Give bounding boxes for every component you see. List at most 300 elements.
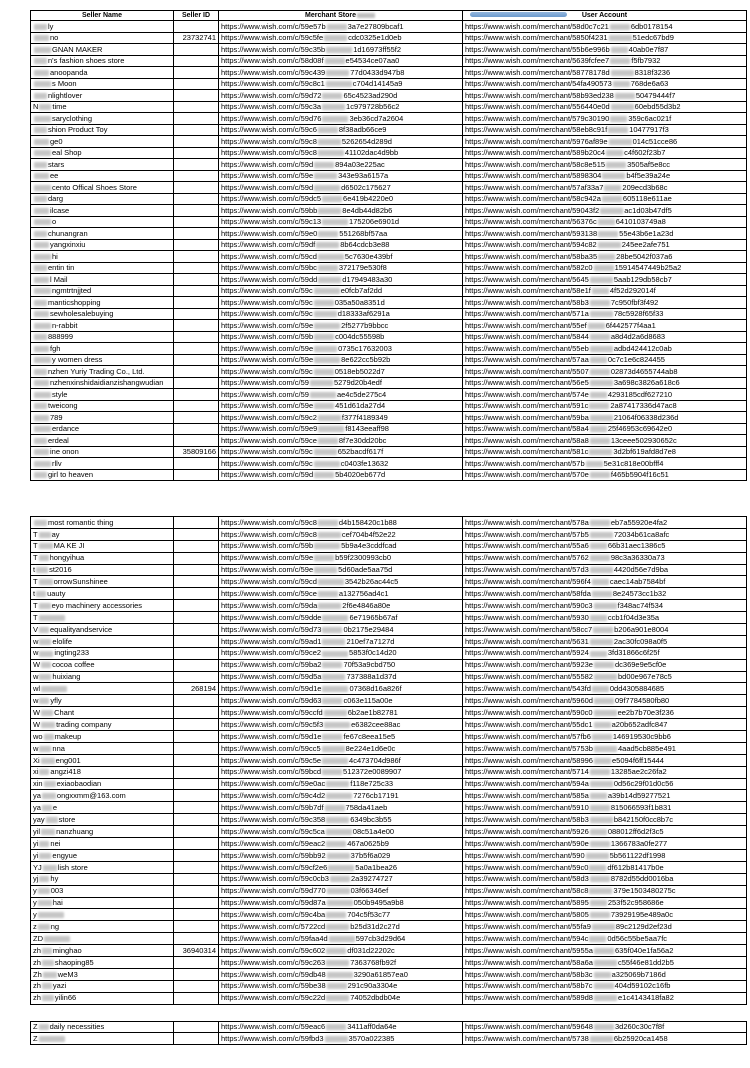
merchant-storefront-url-cell[interactable] [219,909,463,921]
seller-id-cell[interactable] [174,707,219,719]
user-account-url-cell[interactable] [463,956,747,968]
user-account-url-cell[interactable] [463,838,747,850]
merchant-storefront-url-cell[interactable] [219,78,463,90]
merchant-storefront-url-cell[interactable] [219,897,463,909]
user-account-url-cell[interactable] [463,992,747,1004]
user-account-url-cell[interactable] [463,32,747,44]
seller-name-cell[interactable] [31,635,174,647]
seller-id-cell[interactable] [174,612,219,624]
seller-id-cell[interactable] [174,343,219,355]
merchant-storefront-url-cell[interactable] [219,297,463,309]
user-account-url-cell[interactable] [463,778,747,790]
user-account-url-cell[interactable] [463,458,747,470]
seller-name-cell[interactable] [31,540,174,552]
user-account-url-cell[interactable] [463,719,747,731]
user-account-url-cell[interactable] [463,55,747,67]
user-account-url-cell[interactable] [463,297,747,309]
top-blue-scrollbar[interactable] [470,12,567,17]
seller-name-cell[interactable] [31,1021,174,1033]
merchant-storefront-url-cell[interactable] [219,55,463,67]
seller-id-cell[interactable] [174,873,219,885]
merchant-storefront-url-cell[interactable] [219,790,463,802]
seller-name-cell[interactable] [31,435,174,447]
seller-name-cell[interactable] [31,707,174,719]
seller-id-cell[interactable] [174,695,219,707]
user-account-url-cell[interactable] [463,412,747,424]
seller-id-cell[interactable] [174,719,219,731]
user-account-url-cell[interactable] [463,239,747,251]
seller-id-cell[interactable] [174,790,219,802]
seller-id-cell[interactable] [174,308,219,320]
seller-id-cell[interactable] [174,1021,219,1033]
user-account-url-cell[interactable] [463,540,747,552]
merchant-storefront-url-cell[interactable] [219,21,463,33]
seller-id-cell[interactable] [174,945,219,957]
seller-id-cell[interactable] [174,239,219,251]
merchant-storefront-url-cell[interactable] [219,389,463,401]
merchant-storefront-url-cell[interactable] [219,377,463,389]
seller-name-cell[interactable] [31,354,174,366]
seller-name-cell[interactable] [31,624,174,636]
seller-name-cell[interactable] [31,992,174,1004]
seller-name-cell[interactable] [31,849,174,861]
seller-name-cell[interactable] [31,377,174,389]
user-account-url-cell[interactable] [463,124,747,136]
user-account-url-cell[interactable] [463,308,747,320]
user-account-url-cell[interactable] [463,790,747,802]
seller-name-cell[interactable] [31,90,174,102]
merchant-storefront-url-cell[interactable] [219,802,463,814]
merchant-storefront-url-cell[interactable] [219,552,463,564]
merchant-storefront-url-cell[interactable] [219,1033,463,1045]
seller-name-cell[interactable] [31,124,174,136]
merchant-storefront-url-cell[interactable] [219,274,463,286]
merchant-storefront-url-cell[interactable] [219,101,463,113]
seller-id-cell[interactable] [174,814,219,826]
user-account-url-cell[interactable] [463,216,747,228]
seller-name-cell[interactable] [31,1033,174,1045]
seller-name-cell[interactable] [31,182,174,194]
user-account-url-cell[interactable] [463,101,747,113]
seller-name-cell[interactable] [31,400,174,412]
user-account-url-cell[interactable] [463,251,747,263]
user-account-url-cell[interactable] [463,980,747,992]
seller-name-cell[interactable] [31,159,174,171]
seller-name-cell[interactable] [31,576,174,588]
merchant-storefront-url-cell[interactable] [219,251,463,263]
user-account-url-cell[interactable] [463,766,747,778]
seller-id-cell[interactable] [174,624,219,636]
seller-name-cell[interactable] [31,274,174,286]
seller-name-cell[interactable] [31,285,174,297]
merchant-storefront-url-cell[interactable] [219,849,463,861]
merchant-storefront-url-cell[interactable] [219,624,463,636]
seller-name-cell[interactable] [31,671,174,683]
merchant-storefront-url-cell[interactable] [219,423,463,435]
seller-id-cell[interactable] [174,909,219,921]
seller-id-cell[interactable] [174,956,219,968]
seller-id-cell[interactable] [174,458,219,470]
user-account-url-cell[interactable] [463,695,747,707]
merchant-storefront-url-cell[interactable] [219,754,463,766]
user-account-url-cell[interactable] [463,517,747,529]
user-account-url-cell[interactable] [463,136,747,148]
seller-id-cell[interactable] [174,552,219,564]
user-account-url-cell[interactable] [463,945,747,957]
seller-id-cell[interactable] [174,802,219,814]
seller-id-cell[interactable] [174,21,219,33]
seller-id-cell[interactable] [174,968,219,980]
seller-id-cell[interactable] [174,331,219,343]
seller-name-cell[interactable] [31,742,174,754]
merchant-storefront-url-cell[interactable] [219,458,463,470]
merchant-storefront-url-cell[interactable] [219,320,463,332]
merchant-storefront-url-cell[interactable] [219,435,463,447]
seller-name-cell[interactable] [31,446,174,458]
seller-id-cell[interactable] [174,540,219,552]
user-account-url-cell[interactable] [463,897,747,909]
merchant-storefront-url-cell[interactable] [219,873,463,885]
seller-name-cell[interactable] [31,366,174,378]
seller-id-cell[interactable] [174,671,219,683]
seller-name-cell[interactable] [31,228,174,240]
merchant-storefront-url-cell[interactable] [219,182,463,194]
seller-name-cell[interactable] [31,205,174,217]
seller-name-cell[interactable] [31,968,174,980]
seller-name-cell[interactable] [31,885,174,897]
user-account-url-cell[interactable] [463,612,747,624]
seller-name-cell[interactable] [31,320,174,332]
column-header-seller-id[interactable]: Seller ID [174,11,219,21]
merchant-storefront-url-cell[interactable] [219,400,463,412]
user-account-url-cell[interactable] [463,147,747,159]
merchant-storefront-url-cell[interactable] [219,366,463,378]
merchant-storefront-url-cell[interactable] [219,742,463,754]
user-account-url-cell[interactable] [463,802,747,814]
user-account-url-cell[interactable] [463,343,747,355]
seller-id-cell[interactable] [174,78,219,90]
seller-name-cell[interactable] [31,412,174,424]
user-account-url-cell[interactable] [463,683,747,695]
merchant-storefront-url-cell[interactable] [219,576,463,588]
user-account-url-cell[interactable] [463,635,747,647]
merchant-storefront-url-cell[interactable] [219,826,463,838]
seller-name-cell[interactable] [31,802,174,814]
seller-id-cell[interactable] [174,101,219,113]
column-header-user-account[interactable]: User Account [463,11,747,21]
user-account-url-cell[interactable] [463,873,747,885]
seller-id-cell[interactable] [174,861,219,873]
seller-name-cell[interactable] [31,239,174,251]
merchant-storefront-url-cell[interactable] [219,564,463,576]
merchant-storefront-url-cell[interactable] [219,635,463,647]
seller-id-cell[interactable] [174,528,219,540]
merchant-storefront-url-cell[interactable] [219,67,463,79]
user-account-url-cell[interactable] [463,67,747,79]
seller-name-cell[interactable] [31,262,174,274]
merchant-storefront-url-cell[interactable] [219,517,463,529]
seller-name-cell[interactable] [31,193,174,205]
user-account-url-cell[interactable] [463,435,747,447]
user-account-url-cell[interactable] [463,909,747,921]
merchant-storefront-url-cell[interactable] [219,285,463,297]
seller-id-cell[interactable] [174,766,219,778]
user-account-url-cell[interactable] [463,600,747,612]
merchant-storefront-url-cell[interactable] [219,528,463,540]
user-account-url-cell[interactable] [463,647,747,659]
merchant-storefront-url-cell[interactable] [219,600,463,612]
seller-name-cell[interactable] [31,731,174,743]
seller-name-cell[interactable] [31,136,174,148]
merchant-storefront-url-cell[interactable] [219,968,463,980]
seller-name-cell[interactable] [31,297,174,309]
seller-id-cell[interactable] [174,1033,219,1045]
merchant-storefront-url-cell[interactable] [219,159,463,171]
user-account-url-cell[interactable] [463,552,747,564]
seller-name-cell[interactable] [31,683,174,695]
seller-id-cell[interactable] [174,400,219,412]
seller-id-cell[interactable] [174,600,219,612]
seller-id-cell[interactable] [174,826,219,838]
merchant-storefront-url-cell[interactable] [219,956,463,968]
user-account-url-cell[interactable] [463,354,747,366]
seller-name-cell[interactable] [31,921,174,933]
merchant-storefront-url-cell[interactable] [219,446,463,458]
seller-id-cell[interactable] [174,32,219,44]
user-account-url-cell[interactable] [463,320,747,332]
user-account-url-cell[interactable] [463,113,747,125]
merchant-storefront-url-cell[interactable] [219,205,463,217]
seller-name-cell[interactable] [31,251,174,263]
seller-id-cell[interactable] [174,147,219,159]
seller-name-cell[interactable] [31,790,174,802]
user-account-url-cell[interactable] [463,528,747,540]
seller-id-cell[interactable] [174,742,219,754]
user-account-url-cell[interactable] [463,814,747,826]
seller-name-cell[interactable] [31,170,174,182]
seller-name-cell[interactable] [31,113,174,125]
user-account-url-cell[interactable] [463,446,747,458]
seller-id-cell[interactable] [174,377,219,389]
merchant-storefront-url-cell[interactable] [219,136,463,148]
user-account-url-cell[interactable] [463,564,747,576]
seller-name-cell[interactable] [31,600,174,612]
seller-name-cell[interactable] [31,659,174,671]
seller-name-cell[interactable] [31,909,174,921]
merchant-storefront-url-cell[interactable] [219,331,463,343]
seller-name-cell[interactable] [31,695,174,707]
seller-id-cell[interactable] [174,67,219,79]
user-account-url-cell[interactable] [463,469,747,481]
merchant-storefront-url-cell[interactable] [219,683,463,695]
seller-id-cell[interactable] [174,193,219,205]
seller-id-cell[interactable] [174,159,219,171]
merchant-storefront-url-cell[interactable] [219,861,463,873]
seller-id-cell[interactable] [174,285,219,297]
seller-id-cell[interactable] [174,251,219,263]
merchant-storefront-url-cell[interactable] [219,992,463,1004]
seller-name-cell[interactable] [31,147,174,159]
user-account-url-cell[interactable] [463,826,747,838]
seller-name-cell[interactable] [31,766,174,778]
merchant-storefront-url-cell[interactable] [219,731,463,743]
user-account-url-cell[interactable] [463,331,747,343]
merchant-storefront-url-cell[interactable] [219,343,463,355]
merchant-storefront-url-cell[interactable] [219,719,463,731]
seller-id-cell[interactable] [174,205,219,217]
seller-name-cell[interactable] [31,21,174,33]
merchant-storefront-url-cell[interactable] [219,354,463,366]
seller-name-cell[interactable] [31,67,174,79]
seller-id-cell[interactable] [174,683,219,695]
user-account-url-cell[interactable] [463,274,747,286]
merchant-storefront-url-cell[interactable] [219,44,463,56]
seller-id-cell[interactable] [174,90,219,102]
seller-id-cell[interactable] [174,124,219,136]
user-account-url-cell[interactable] [463,968,747,980]
merchant-storefront-url-cell[interactable] [219,262,463,274]
merchant-storefront-url-cell[interactable] [219,945,463,957]
merchant-storefront-url-cell[interactable] [219,766,463,778]
column-header-seller-name[interactable]: Seller Name [31,11,174,21]
merchant-storefront-url-cell[interactable] [219,124,463,136]
merchant-storefront-url-cell[interactable] [219,671,463,683]
seller-id-cell[interactable] [174,992,219,1004]
user-account-url-cell[interactable] [463,849,747,861]
seller-id-cell[interactable] [174,838,219,850]
seller-name-cell[interactable] [31,517,174,529]
merchant-storefront-url-cell[interactable] [219,647,463,659]
seller-id-cell[interactable] [174,435,219,447]
seller-id-cell[interactable] [174,389,219,401]
merchant-storefront-url-cell[interactable] [219,90,463,102]
merchant-storefront-url-cell[interactable] [219,980,463,992]
merchant-storefront-url-cell[interactable] [219,216,463,228]
user-account-url-cell[interactable] [463,707,747,719]
seller-name-cell[interactable] [31,552,174,564]
merchant-storefront-url-cell[interactable] [219,228,463,240]
merchant-storefront-url-cell[interactable] [219,239,463,251]
seller-id-cell[interactable] [174,778,219,790]
user-account-url-cell[interactable] [463,44,747,56]
merchant-storefront-url-cell[interactable] [219,170,463,182]
user-account-url-cell[interactable] [463,885,747,897]
user-account-url-cell[interactable] [463,366,747,378]
user-account-url-cell[interactable] [463,742,747,754]
seller-id-cell[interactable] [174,228,219,240]
seller-id-cell[interactable] [174,564,219,576]
seller-id-cell[interactable] [174,113,219,125]
user-account-url-cell[interactable] [463,624,747,636]
seller-name-cell[interactable] [31,719,174,731]
seller-id-cell[interactable] [174,274,219,286]
seller-id-cell[interactable] [174,576,219,588]
user-account-url-cell[interactable] [463,731,747,743]
seller-name-cell[interactable] [31,933,174,945]
user-account-url-cell[interactable] [463,754,747,766]
user-account-url-cell[interactable] [463,400,747,412]
seller-name-cell[interactable] [31,55,174,67]
user-account-url-cell[interactable] [463,205,747,217]
seller-id-cell[interactable] [174,423,219,435]
seller-name-cell[interactable] [31,838,174,850]
seller-name-cell[interactable] [31,647,174,659]
seller-id-cell[interactable] [174,517,219,529]
user-account-url-cell[interactable] [463,933,747,945]
seller-name-cell[interactable] [31,897,174,909]
seller-id-cell[interactable] [174,469,219,481]
merchant-storefront-url-cell[interactable] [219,885,463,897]
seller-id-cell[interactable] [174,44,219,56]
seller-name-cell[interactable] [31,945,174,957]
seller-id-cell[interactable] [174,897,219,909]
user-account-url-cell[interactable] [463,659,747,671]
seller-id-cell[interactable] [174,182,219,194]
seller-name-cell[interactable] [31,458,174,470]
user-account-url-cell[interactable] [463,170,747,182]
seller-id-cell[interactable] [174,921,219,933]
merchant-storefront-url-cell[interactable] [219,193,463,205]
seller-id-cell[interactable] [174,55,219,67]
seller-id-cell[interactable] [174,588,219,600]
seller-id-cell[interactable] [174,216,219,228]
user-account-url-cell[interactable] [463,377,747,389]
seller-name-cell[interactable] [31,101,174,113]
user-account-url-cell[interactable] [463,576,747,588]
user-account-url-cell[interactable] [463,182,747,194]
seller-name-cell[interactable] [31,564,174,576]
seller-name-cell[interactable] [31,826,174,838]
merchant-storefront-url-cell[interactable] [219,113,463,125]
merchant-storefront-url-cell[interactable] [219,308,463,320]
merchant-storefront-url-cell[interactable] [219,933,463,945]
merchant-storefront-url-cell[interactable] [219,32,463,44]
user-account-url-cell[interactable] [463,285,747,297]
merchant-storefront-url-cell[interactable] [219,469,463,481]
seller-name-cell[interactable] [31,956,174,968]
seller-id-cell[interactable] [174,412,219,424]
seller-id-cell[interactable] [174,647,219,659]
user-account-url-cell[interactable] [463,159,747,171]
seller-id-cell[interactable] [174,136,219,148]
merchant-storefront-url-cell[interactable] [219,588,463,600]
user-account-url-cell[interactable] [463,423,747,435]
user-account-url-cell[interactable] [463,921,747,933]
user-account-url-cell[interactable] [463,671,747,683]
seller-name-cell[interactable] [31,588,174,600]
seller-name-cell[interactable] [31,308,174,320]
seller-name-cell[interactable] [31,754,174,766]
seller-id-cell[interactable] [174,885,219,897]
merchant-storefront-url-cell[interactable] [219,1021,463,1033]
seller-id-cell[interactable] [174,366,219,378]
seller-name-cell[interactable] [31,32,174,44]
seller-id-cell[interactable] [174,980,219,992]
seller-name-cell[interactable] [31,44,174,56]
seller-id-cell[interactable] [174,933,219,945]
user-account-url-cell[interactable] [463,1021,747,1033]
user-account-url-cell[interactable] [463,78,747,90]
merchant-storefront-url-cell[interactable] [219,838,463,850]
merchant-storefront-url-cell[interactable] [219,147,463,159]
user-account-url-cell[interactable] [463,193,747,205]
user-account-url-cell[interactable] [463,262,747,274]
merchant-storefront-url-cell[interactable] [219,707,463,719]
seller-name-cell[interactable] [31,612,174,624]
user-account-url-cell[interactable] [463,21,747,33]
user-account-url-cell[interactable] [463,588,747,600]
seller-name-cell[interactable] [31,331,174,343]
